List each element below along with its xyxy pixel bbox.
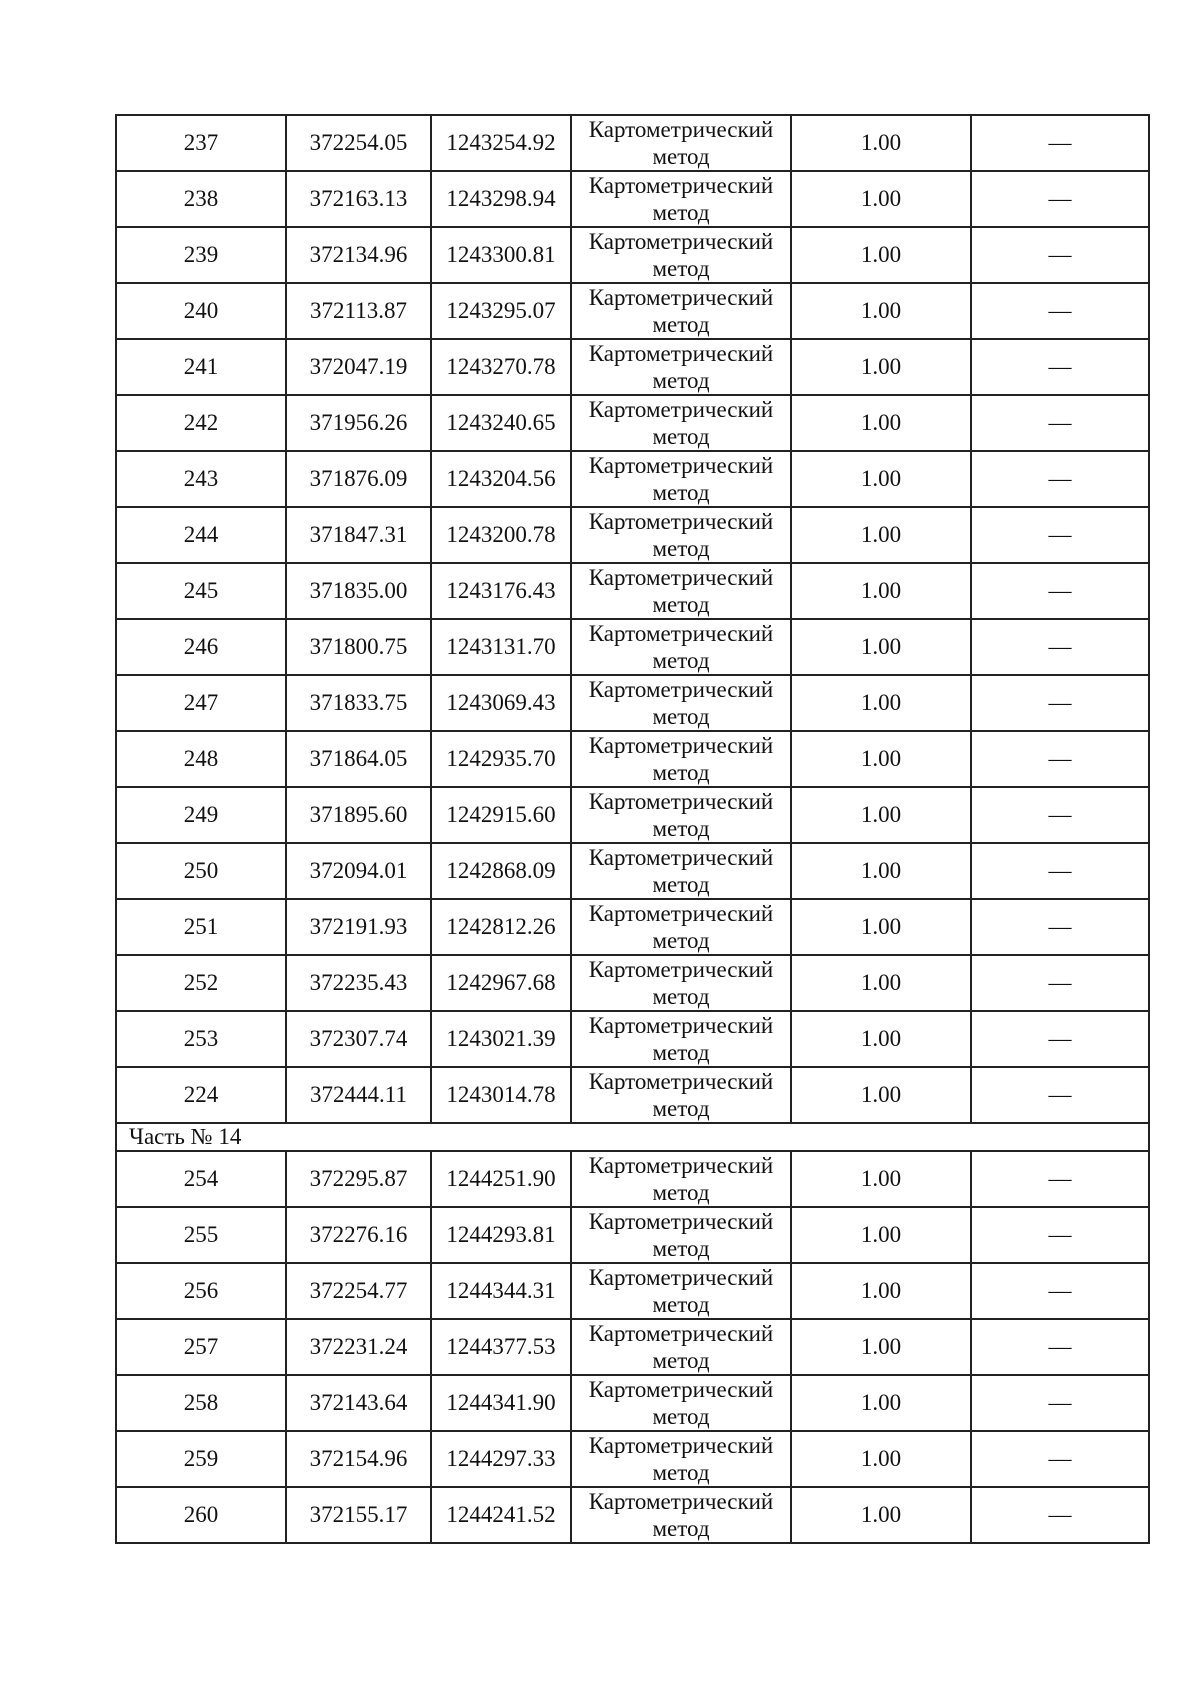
method-line-1: Картометрический [588, 453, 774, 478]
point-number-cell: 258 [116, 1375, 286, 1431]
x-coordinate-cell: 372143.64 [286, 1375, 431, 1431]
x-coordinate-cell: 371800.75 [286, 619, 431, 675]
method-line-2: метод [652, 312, 710, 337]
method-cell [571, 507, 791, 563]
description-cell: — [971, 1319, 1149, 1375]
y-coordinate-cell: 1243069.43 [431, 675, 571, 731]
x-coordinate-cell: 371956.26 [286, 395, 431, 451]
accuracy-cell: 1.00 [791, 1487, 971, 1543]
x-coordinate-cell: 371876.09 [286, 451, 431, 507]
section-header: Часть № 14 [116, 1123, 1149, 1151]
accuracy-cell: 1.00 [791, 1263, 971, 1319]
accuracy-cell: 1.00 [791, 675, 971, 731]
method-line-1: Картометрический [588, 1209, 774, 1234]
y-coordinate-cell: 1243200.78 [431, 507, 571, 563]
accuracy-cell: 1.00 [791, 843, 971, 899]
accuracy-cell: 1.00 [791, 1067, 971, 1123]
x-coordinate-cell: 372254.77 [286, 1263, 431, 1319]
y-coordinate-cell: 1244293.81 [431, 1207, 571, 1263]
description-cell: — [971, 283, 1149, 339]
method-cell [571, 955, 791, 1011]
accuracy-cell: 1.00 [791, 115, 971, 171]
method-cell [571, 339, 791, 395]
description-cell: — [971, 955, 1149, 1011]
method-line-1: Картометрический [588, 621, 774, 646]
description-cell: — [971, 731, 1149, 787]
y-coordinate-cell: 1243131.70 [431, 619, 571, 675]
x-coordinate-cell: 372191.93 [286, 899, 431, 955]
x-coordinate-cell: 372094.01 [286, 843, 431, 899]
description-cell: — [971, 1207, 1149, 1263]
method-line-1: Картометрический [588, 341, 774, 366]
point-number-cell: 248 [116, 731, 286, 787]
description-cell: — [971, 1263, 1149, 1319]
y-coordinate-cell: 1244377.53 [431, 1319, 571, 1375]
y-coordinate-cell: 1243204.56 [431, 451, 571, 507]
point-number-cell: 238 [116, 171, 286, 227]
method-cell [571, 171, 791, 227]
method-cell [571, 899, 791, 955]
y-coordinate-cell: 1242868.09 [431, 843, 571, 899]
y-coordinate-cell: 1243300.81 [431, 227, 571, 283]
point-number-cell: 224 [116, 1067, 286, 1123]
accuracy-cell: 1.00 [791, 227, 971, 283]
accuracy-cell: 1.00 [791, 171, 971, 227]
x-coordinate-cell: 372231.24 [286, 1319, 431, 1375]
accuracy-cell: 1.00 [791, 1431, 971, 1487]
y-coordinate-cell: 1242967.68 [431, 955, 571, 1011]
x-coordinate-cell: 372444.11 [286, 1067, 431, 1123]
y-coordinate-cell: 1243298.94 [431, 171, 571, 227]
table-row [116, 1431, 1149, 1487]
method-line-1: Картометрический [588, 1433, 774, 1458]
x-coordinate-cell: 372295.87 [286, 1151, 431, 1207]
table-row [116, 1375, 1149, 1431]
accuracy-cell: 1.00 [791, 955, 971, 1011]
method-line-1: Картометрический [588, 733, 774, 758]
point-number-cell: 246 [116, 619, 286, 675]
y-coordinate-cell: 1242935.70 [431, 731, 571, 787]
method-line-2: метод [652, 480, 710, 505]
accuracy-cell: 1.00 [791, 451, 971, 507]
point-number-cell: 254 [116, 1151, 286, 1207]
method-line-2: метод [652, 1348, 710, 1373]
table-row [116, 1207, 1149, 1263]
accuracy-cell: 1.00 [791, 787, 971, 843]
y-coordinate-cell: 1243021.39 [431, 1011, 571, 1067]
y-coordinate-cell: 1243254.92 [431, 115, 571, 171]
point-number-cell: 244 [116, 507, 286, 563]
x-coordinate-cell: 372155.17 [286, 1487, 431, 1543]
x-coordinate-cell: 372113.87 [286, 283, 431, 339]
x-coordinate-cell: 372276.16 [286, 1207, 431, 1263]
method-line-2: метод [652, 648, 710, 673]
point-number-cell: 237 [116, 115, 286, 171]
coordinates-table-body [116, 115, 1149, 1543]
x-coordinate-cell: 371895.60 [286, 787, 431, 843]
accuracy-cell: 1.00 [791, 1011, 971, 1067]
point-number-cell: 253 [116, 1011, 286, 1067]
table-row [116, 171, 1149, 227]
table-row [116, 675, 1149, 731]
y-coordinate-cell: 1244297.33 [431, 1431, 571, 1487]
table-row [116, 339, 1149, 395]
point-number-cell: 251 [116, 899, 286, 955]
method-line-1: Картометрический [588, 1321, 774, 1346]
y-coordinate-cell: 1244344.31 [431, 1263, 571, 1319]
method-line-2: метод [652, 1292, 710, 1317]
accuracy-cell: 1.00 [791, 1151, 971, 1207]
description-cell: — [971, 843, 1149, 899]
description-cell: — [971, 1375, 1149, 1431]
description-cell: — [971, 1151, 1149, 1207]
y-coordinate-cell: 1244341.90 [431, 1375, 571, 1431]
table-row [116, 731, 1149, 787]
description-cell: — [971, 1487, 1149, 1543]
method-line-2: метод [652, 872, 710, 897]
method-cell [571, 1263, 791, 1319]
table-row [116, 1263, 1149, 1319]
y-coordinate-cell: 1243295.07 [431, 283, 571, 339]
table-row [116, 1319, 1149, 1375]
table-row [116, 955, 1149, 1011]
method-cell [571, 1319, 791, 1375]
method-line-2: метод [652, 424, 710, 449]
description-cell: — [971, 899, 1149, 955]
method-cell [571, 115, 791, 171]
method-line-2: метод [652, 704, 710, 729]
point-number-cell: 245 [116, 563, 286, 619]
description-cell: — [971, 451, 1149, 507]
method-line-2: метод [652, 368, 710, 393]
point-number-cell: 252 [116, 955, 286, 1011]
point-number-cell: 259 [116, 1431, 286, 1487]
point-number-cell: 257 [116, 1319, 286, 1375]
x-coordinate-cell: 372154.96 [286, 1431, 431, 1487]
table-row [116, 1067, 1149, 1123]
method-line-1: Картометрический [588, 957, 774, 982]
y-coordinate-cell: 1243176.43 [431, 563, 571, 619]
y-coordinate-cell: 1242915.60 [431, 787, 571, 843]
x-coordinate-cell: 372163.13 [286, 171, 431, 227]
y-coordinate-cell: 1244241.52 [431, 1487, 571, 1543]
x-coordinate-cell: 371847.31 [286, 507, 431, 563]
method-line-2: метод [652, 256, 710, 281]
description-cell: — [971, 675, 1149, 731]
description-cell: — [971, 1431, 1149, 1487]
table-row [116, 283, 1149, 339]
x-coordinate-cell: 372134.96 [286, 227, 431, 283]
description-cell: — [971, 1067, 1149, 1123]
description-cell: — [971, 171, 1149, 227]
y-coordinate-cell: 1243014.78 [431, 1067, 571, 1123]
description-cell: — [971, 1011, 1149, 1067]
description-cell: — [971, 787, 1149, 843]
method-line-2: метод [652, 760, 710, 785]
point-number-cell: 239 [116, 227, 286, 283]
method-line-2: метод [652, 536, 710, 561]
description-cell: — [971, 339, 1149, 395]
x-coordinate-cell: 372235.43 [286, 955, 431, 1011]
method-cell [571, 1431, 791, 1487]
point-number-cell: 255 [116, 1207, 286, 1263]
description-cell: — [971, 507, 1149, 563]
method-line-1: Картометрический [588, 229, 774, 254]
method-line-2: метод [652, 144, 710, 169]
description-cell: — [971, 563, 1149, 619]
x-coordinate-cell: 371835.00 [286, 563, 431, 619]
table-row [116, 395, 1149, 451]
method-line-1: Картометрический [588, 1377, 774, 1402]
method-line-2: метод [652, 1180, 710, 1205]
method-line-1: Картометрический [588, 565, 774, 590]
method-cell [571, 787, 791, 843]
method-cell [571, 227, 791, 283]
description-cell: — [971, 115, 1149, 171]
method-line-1: Картометрический [588, 1265, 774, 1290]
accuracy-cell: 1.00 [791, 1319, 971, 1375]
method-line-2: метод [652, 1516, 710, 1541]
method-cell [571, 451, 791, 507]
method-line-1: Картометрический [588, 845, 774, 870]
method-line-1: Картометрический [588, 1489, 774, 1514]
method-cell [571, 675, 791, 731]
method-line-2: метод [652, 928, 710, 953]
table-row [116, 451, 1149, 507]
method-cell [571, 283, 791, 339]
section-header-row [116, 1123, 1149, 1151]
method-line-1: Картометрический [588, 117, 774, 142]
point-number-cell: 256 [116, 1263, 286, 1319]
accuracy-cell: 1.00 [791, 563, 971, 619]
table-row [116, 899, 1149, 955]
method-cell [571, 1487, 791, 1543]
method-line-2: метод [652, 200, 710, 225]
method-line-2: метод [652, 1404, 710, 1429]
method-line-1: Картометрический [588, 1013, 774, 1038]
method-cell [571, 843, 791, 899]
point-number-cell: 243 [116, 451, 286, 507]
x-coordinate-cell: 372047.19 [286, 339, 431, 395]
table-row [116, 1151, 1149, 1207]
table-row [116, 843, 1149, 899]
point-number-cell: 249 [116, 787, 286, 843]
method-line-1: Картометрический [588, 509, 774, 534]
method-line-2: метод [652, 816, 710, 841]
point-number-cell: 241 [116, 339, 286, 395]
accuracy-cell: 1.00 [791, 395, 971, 451]
table-row [116, 787, 1149, 843]
method-line-2: метод [652, 1096, 710, 1121]
method-line-1: Картометрический [588, 285, 774, 310]
point-number-cell: 247 [116, 675, 286, 731]
point-number-cell: 250 [116, 843, 286, 899]
table-row [116, 1487, 1149, 1543]
table-row [116, 227, 1149, 283]
table-row [116, 115, 1149, 171]
accuracy-cell: 1.00 [791, 507, 971, 563]
method-cell [571, 563, 791, 619]
method-line-2: метод [652, 592, 710, 617]
method-line-1: Картометрический [588, 397, 774, 422]
method-cell [571, 1011, 791, 1067]
method-cell [571, 1207, 791, 1263]
coordinates-table [115, 114, 1150, 1544]
point-number-cell: 242 [116, 395, 286, 451]
x-coordinate-cell: 372254.05 [286, 115, 431, 171]
method-line-2: метод [652, 984, 710, 1009]
method-cell [571, 1067, 791, 1123]
method-line-2: метод [652, 1040, 710, 1065]
table-row [116, 619, 1149, 675]
accuracy-cell: 1.00 [791, 1375, 971, 1431]
point-number-cell: 240 [116, 283, 286, 339]
method-line-1: Картометрический [588, 789, 774, 814]
method-cell [571, 395, 791, 451]
table-row [116, 563, 1149, 619]
accuracy-cell: 1.00 [791, 339, 971, 395]
y-coordinate-cell: 1244251.90 [431, 1151, 571, 1207]
y-coordinate-cell: 1243240.65 [431, 395, 571, 451]
description-cell: — [971, 395, 1149, 451]
x-coordinate-cell: 371833.75 [286, 675, 431, 731]
accuracy-cell: 1.00 [791, 619, 971, 675]
table-row [116, 507, 1149, 563]
accuracy-cell: 1.00 [791, 731, 971, 787]
method-cell [571, 619, 791, 675]
description-cell: — [971, 619, 1149, 675]
method-line-2: метод [652, 1460, 710, 1485]
method-line-1: Картометрический [588, 1069, 774, 1094]
accuracy-cell: 1.00 [791, 283, 971, 339]
method-line-1: Картометрический [588, 1153, 774, 1178]
method-line-2: метод [652, 1236, 710, 1261]
accuracy-cell: 1.00 [791, 899, 971, 955]
method-cell [571, 731, 791, 787]
table-row [116, 1011, 1149, 1067]
method-line-1: Картометрический [588, 901, 774, 926]
method-line-1: Картометрический [588, 677, 774, 702]
accuracy-cell: 1.00 [791, 1207, 971, 1263]
x-coordinate-cell: 372307.74 [286, 1011, 431, 1067]
y-coordinate-cell: 1242812.26 [431, 899, 571, 955]
method-line-1: Картометрический [588, 173, 774, 198]
description-cell: — [971, 227, 1149, 283]
y-coordinate-cell: 1243270.78 [431, 339, 571, 395]
method-cell [571, 1375, 791, 1431]
method-cell [571, 1151, 791, 1207]
x-coordinate-cell: 371864.05 [286, 731, 431, 787]
point-number-cell: 260 [116, 1487, 286, 1543]
